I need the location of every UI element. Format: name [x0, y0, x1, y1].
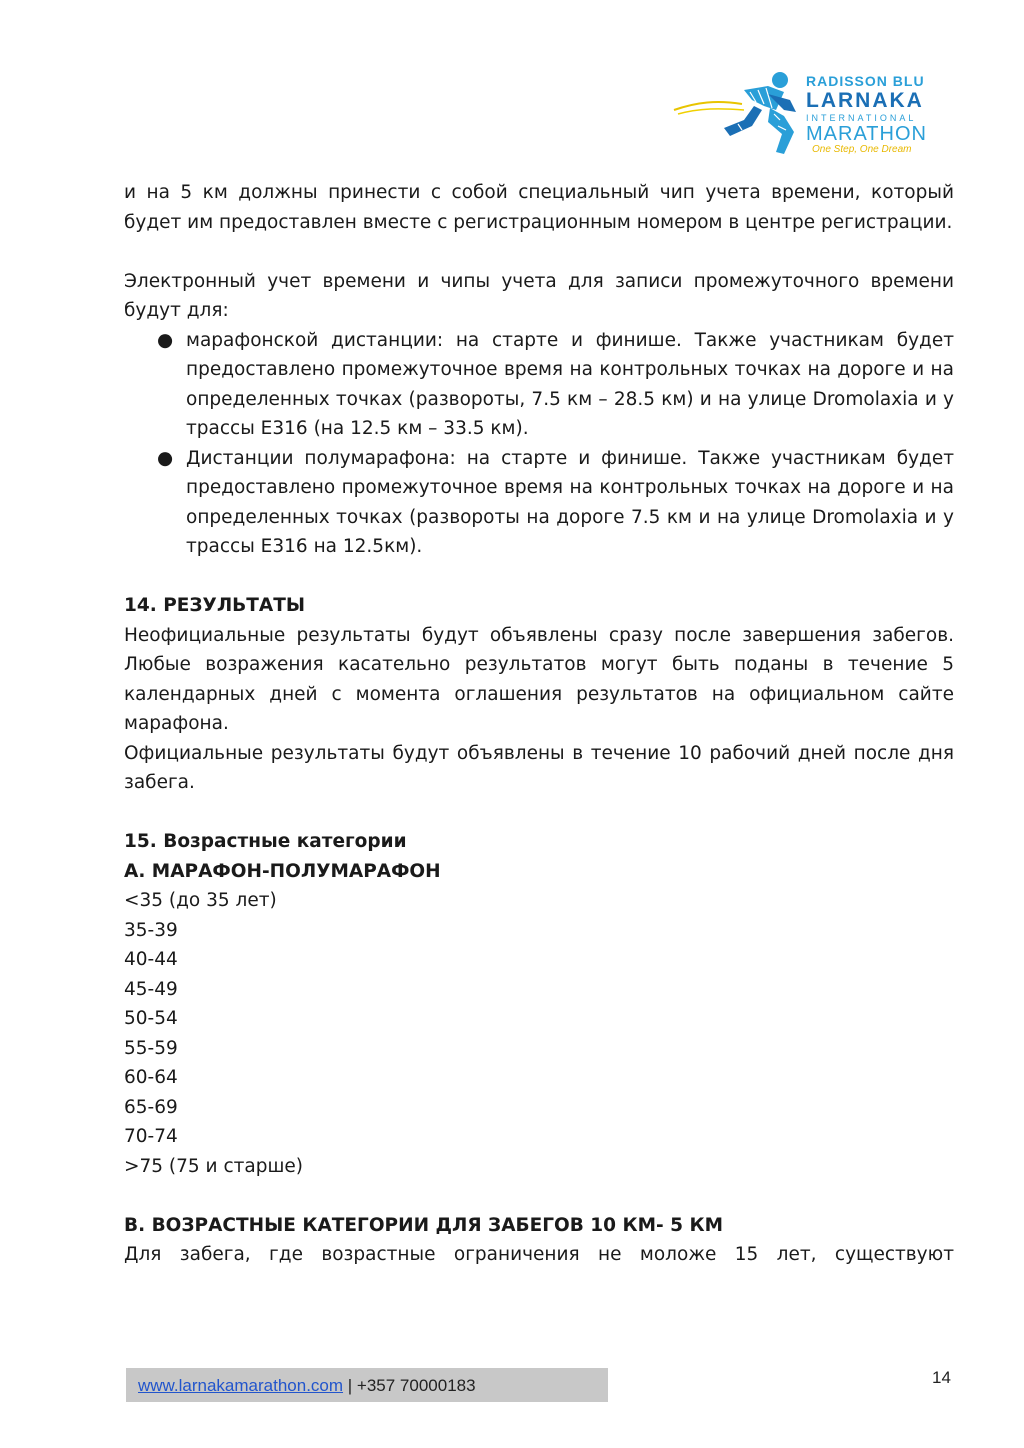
logo-line-larnaka: LARNAKA: [806, 89, 924, 112]
list-item: 45-49: [124, 978, 178, 1000]
bullet-text-half-marathon: Дистанции полумарафона: на старте и финише. Также участникам будет предоставлено промежуточное время на контрольных точках на дороге и на определенных точках (развороты на дороге 7.5 км и на улице Dromolaxia и у трассы Е316 на 12.5км).: [186, 447, 954, 557]
footer-bar: [126, 1368, 608, 1402]
logo-line-radisson: RADISSON BLU: [806, 73, 925, 89]
list-item: 55-59: [124, 1037, 178, 1059]
list-item: 40-44: [124, 949, 178, 970]
heading-age-marathon: А. МАРАФОН-ПОЛУМАРАФОН: [124, 860, 441, 882]
document-body: [124, 178, 954, 1270]
list-item: 60-64: [124, 1067, 178, 1088]
timing-bullet-list: [124, 326, 954, 562]
website-link[interactable]: www.larnakamarathon.com: [138, 1376, 344, 1395]
heading-age-10k-5k: В. ВОЗРАСТНЫЕ КАТЕГОРИИ ДЛЯ ЗАБЕГОВ 10 КМ- 5 КМ: [124, 1214, 723, 1236]
list-item: [124, 326, 954, 444]
footer-phone: +357 70000183: [356, 1376, 476, 1395]
bullet-icon: ●: [157, 329, 174, 351]
logo-line-international: INTERNATIONAL: [806, 113, 917, 123]
list-item: [124, 444, 954, 562]
heading-results: 14. РЕЗУЛЬТАТЫ: [124, 595, 306, 616]
heading-age-categories: 15. Возрастные категории: [124, 831, 407, 852]
paragraph-results-unofficial: Неофициальные результаты будут объявлены сразу после завершения забегов. Любые возражения касательно результатов могут быть поданы в течение 5 календарных дней с момента оглашения результатов на официальном сайте марафона.: [124, 624, 954, 734]
age-category-list: [124, 886, 954, 1181]
runner-logo-icon: [672, 70, 812, 160]
list-item: 65-69: [124, 1096, 178, 1118]
logo-line-marathon: MARATHON: [806, 123, 927, 145]
bullet-text-marathon: марафонской дистанции: на старте и финише. Также участникам будет предоставлено промежуточное время на контрольных точках на дороге и на определенных точках (развороты, 7.5 км – 28.5 км) и на улице Dromolaxia и у трассы Е316 (на 12.5 км – 33.5 км).: [186, 329, 954, 439]
list-item: 70-74: [124, 1126, 178, 1147]
marathon-logo: [672, 68, 932, 160]
list-item: >75 (75 и старше): [124, 1155, 304, 1177]
list-item: <35 (до 35 лет): [124, 890, 277, 911]
footer-separator: |: [343, 1376, 357, 1395]
paragraph-age-10k-5k: Для забега, где возрастные ограничения не моложе 15 лет, существуют: [124, 1244, 954, 1265]
paragraph-results-official: Официальные результаты будут объявлены в течение 10 рабочий дней после дня забега.: [124, 742, 954, 793]
list-item: 35-39: [124, 919, 178, 941]
page-number: 14: [932, 1368, 951, 1387]
paragraph-chip-continue: и на 5 км должны принести с собой специальный чип учета времени, который будет им предоставлен вместе с регистрационным номером в центре регистрации.: [124, 182, 954, 233]
paragraph-electronic-timing: Электронный учет времени и чипы учета для записи промежуточного времени будут для:: [124, 270, 954, 321]
logo-tagline: One Step, One Dream: [812, 144, 912, 155]
footer-contact: [138, 1376, 476, 1396]
list-item: 50-54: [124, 1008, 178, 1029]
bullet-icon: ●: [157, 447, 174, 469]
